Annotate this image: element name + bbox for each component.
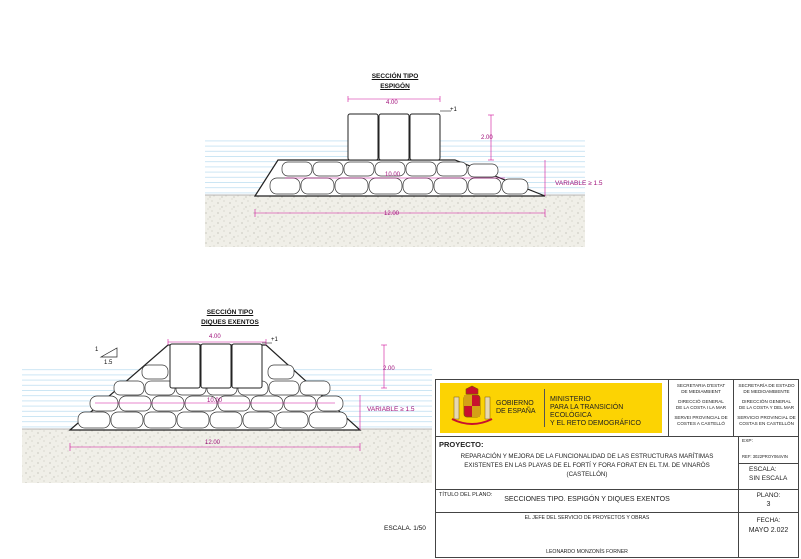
- ministry-line3: Y EL RETO DEMOGRÁFICO: [550, 420, 641, 427]
- section1-title-line1: SECCIÓN TIPO: [371, 73, 419, 80]
- section1-dim-top: 4.00: [386, 100, 398, 106]
- section1-seabed: [205, 195, 585, 247]
- signature-name: LEONARDO MONZONÍS FORNER: [546, 549, 628, 555]
- project-line1: REPARACIÓN Y MEJORA DE LA FUNCIONALIDAD DE LAS ESTRUCTURAS MARÍTIMAS: [460, 453, 714, 460]
- exp-label: EXP:: [742, 439, 753, 444]
- plan-number-cell: [739, 490, 798, 513]
- col2-line3: DIRECCIÓN GENERAL: [741, 399, 791, 405]
- section1-dim-height: 2.00: [481, 135, 493, 141]
- government-name: [496, 400, 536, 416]
- project-line3: (CASTELLÓN): [566, 471, 608, 478]
- signature-cell: [436, 513, 739, 557]
- section2-slope-vertical: 1: [95, 347, 99, 353]
- agency-column-spanish: [733, 380, 799, 436]
- section2-slope-horizontal: 1.5: [104, 360, 113, 366]
- section2-title: [190, 308, 270, 328]
- ministry-line1: MINISTERIO: [550, 396, 591, 403]
- col1-line3: DIRECCIÓ GENERAL: [678, 399, 724, 405]
- scale-note: ESCALA. 1/50: [384, 525, 426, 532]
- col2-line2: DE MEDIOAMBIENTE: [743, 388, 790, 394]
- plan-number-value: 3: [766, 501, 771, 508]
- section1-dim-mid: 10.00: [385, 172, 401, 178]
- plan-number-label: PLANO:: [756, 492, 781, 499]
- section2-seabed: [22, 429, 432, 483]
- scale-cell: [739, 464, 798, 490]
- ministry-name: [550, 396, 662, 428]
- section1-plus-one: +1: [450, 107, 457, 113]
- col1-line5: SERVEI PROVINCIAL DE: [674, 415, 728, 421]
- logo-band: [436, 380, 798, 437]
- gov-line1: GOBIERNO: [496, 400, 534, 407]
- section1-variable: VARIABLE ≥ 1.5: [555, 180, 603, 187]
- drawing-title-cell: [436, 490, 739, 513]
- section1-title: [355, 72, 435, 92]
- section2-dim-mid: 10.00: [207, 398, 223, 404]
- section2-title-line2: DIQUES EXENTOS: [201, 319, 259, 326]
- section2-dim-base: 12.00: [205, 440, 221, 446]
- drawing-title-label: TÍTULO DEL PLANO:: [439, 492, 493, 498]
- signature-label: EL JEFE DEL SERVICIO DE PROYECTOS Y OBRAS: [524, 515, 650, 521]
- col2-line4: DE LA COSTA Y DEL MAR: [738, 404, 795, 410]
- section2-dim-height: 2.00: [383, 366, 395, 372]
- logo-divider: [544, 389, 545, 427]
- government-logo: [440, 383, 662, 433]
- project-label: PROYECTO:: [439, 440, 484, 449]
- section2-variable: VARIABLE ≥ 1.5: [367, 406, 415, 413]
- ref-label: REF: 3022PROY064VIN: [742, 454, 788, 459]
- project-description: [436, 452, 738, 479]
- section1-crown-blocks: [348, 114, 440, 160]
- col1-line2: DE MEDIAMBIENT: [681, 388, 721, 394]
- ministry-line2: PARA LA TRANSICIÓN ECOLÓGICA: [550, 404, 624, 419]
- date-cell: [739, 513, 798, 557]
- col2-line6: COSTAS EN CASTELLÓN: [739, 420, 794, 426]
- exp-cell: [739, 437, 798, 464]
- section2-plus-one: +1: [271, 337, 278, 343]
- date-value: MAYO 2.022: [748, 527, 789, 534]
- coat-of-arms-icon: [448, 385, 496, 431]
- project-line2: EXISTENTES EN LAS PLAYAS DE EL FORTÍ Y FORA FORAT EN EL T.M. DE VINARÒS: [464, 462, 710, 469]
- date-label: FECHA:: [756, 517, 781, 524]
- col2-line1: SECRETARÍA DE ESTADO: [738, 383, 795, 388]
- section2-slope-indicator: [101, 348, 117, 357]
- section2-dim-top: 4.00: [209, 334, 221, 340]
- col1-line6: COSTES A CASTELLÓ: [677, 420, 725, 426]
- scale-value: SIN ESCALA: [749, 475, 788, 482]
- section1-dim-base: 12.00: [384, 211, 400, 217]
- project-cell: [436, 437, 739, 490]
- col2-line5: SERVICIO PROVINCIAL DE: [737, 415, 796, 421]
- section2-title-line1: SECCIÓN TIPO: [206, 309, 254, 316]
- section1-title-line2: ESPIGÓN: [380, 83, 410, 90]
- gov-line2: DE ESPAÑA: [496, 408, 536, 415]
- title-block: [435, 379, 799, 558]
- section2-crown-blocks: [170, 344, 262, 388]
- scale-label: ESCALA:: [749, 466, 777, 473]
- col1-line4: DE LA COSTA I LA MAR: [675, 404, 727, 410]
- drawing-title-value: SECCIONES TIPO. ESPIGÓN Y DIQUES EXENTOS: [504, 496, 670, 503]
- agency-column-valencian: [668, 380, 733, 436]
- col1-line1: SECRETARIA D'ESTAT: [676, 383, 726, 388]
